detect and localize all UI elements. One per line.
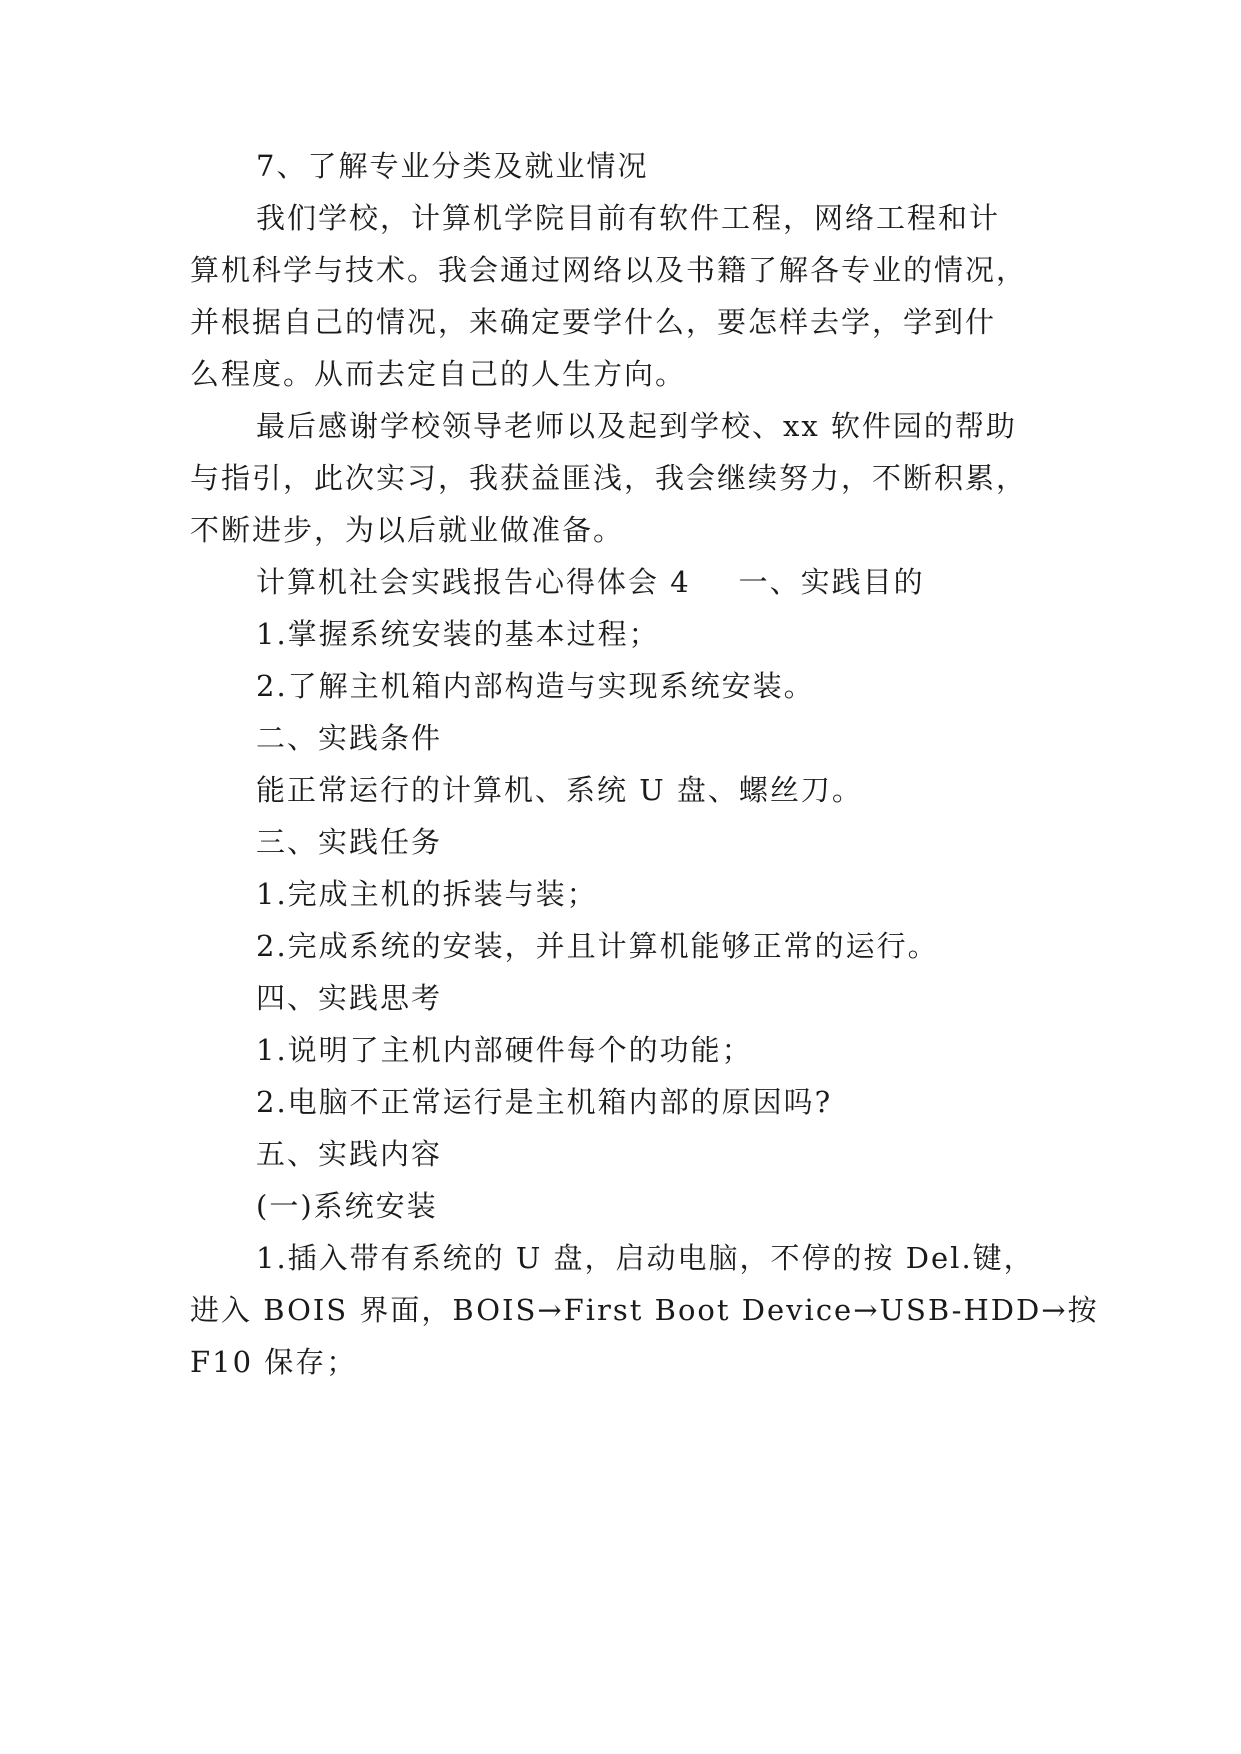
section-heading: 五、实践内容 [256, 1137, 443, 1171]
section-heading: 二、实践条件 [256, 721, 443, 755]
report-title-line [256, 562, 1156, 602]
subsection-heading: (一)系统安装 [256, 1189, 438, 1223]
list-item: 1.掌握系统安装的基本过程； [256, 617, 660, 651]
list-item: 2.电脑不正常运行是主机箱内部的原因吗? [256, 1085, 833, 1119]
paragraph-line: 并根据自己的情况，来确定要学什么，要怎样去学，学到什 [190, 305, 997, 339]
paragraph-line: 么程度。从而去定自己的人生方向。 [190, 357, 687, 391]
paragraph-line: 最后感谢学校领导老师以及起到学校、xx 软件园的帮助 [256, 409, 1017, 443]
paragraph-line: 我们学校，计算机学院目前有软件工程，网络工程和计 [256, 201, 1001, 235]
paragraph-line: 1.插入带有系统的 U 盘，启动电脑，不停的按 Del.键， [256, 1241, 1035, 1275]
list-item: 1.完成主机的拆装与装； [256, 877, 598, 911]
paragraph-line: 进入 BOIS 界面，BOIS→First Boot Device→USB-HDD→按 [190, 1293, 1099, 1327]
report-title: 计算机社会实践报告心得体会 4 [256, 565, 691, 599]
list-item: 1.说明了主机内部硬件每个的功能； [256, 1033, 753, 1067]
section-heading: 三、实践任务 [256, 825, 443, 859]
paragraph-line: 与指引，此次实习，我获益匪浅，我会继续努力，不断积累， [190, 461, 1028, 495]
section-heading: 四、实践思考 [256, 981, 443, 1015]
paragraph-line: 能正常运行的计算机、系统 U 盘、螺丝刀。 [256, 773, 863, 807]
paragraph-line: 算机科学与技术。我会通过网络以及书籍了解各专业的情况， [190, 253, 1028, 287]
list-item: 2.完成系统的安装，并且计算机能够正常的运行。 [256, 929, 939, 963]
section-heading-7: 7、了解专业分类及就业情况 [256, 149, 649, 183]
paragraph-line: 不断进步，为以后就业做准备。 [190, 513, 625, 547]
list-item: 2.了解主机箱内部构造与实现系统安装。 [256, 669, 815, 703]
paragraph-line: F10 保存； [190, 1345, 358, 1379]
heading-practice-goal: 一、实践目的 [738, 565, 925, 599]
